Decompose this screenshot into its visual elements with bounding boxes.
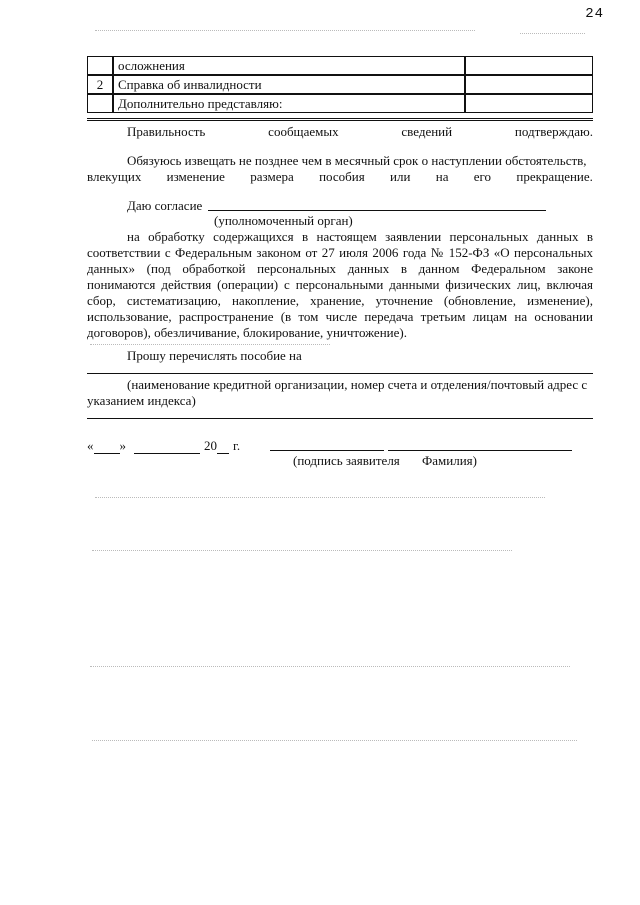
- payment-line[interactable]: [87, 373, 593, 374]
- row-label: Дополнительно представляю:: [113, 94, 465, 113]
- documents-table: [87, 56, 593, 113]
- year-blank[interactable]: [217, 440, 229, 454]
- scan-noise: [90, 344, 330, 346]
- table-row: [87, 75, 593, 94]
- obligation-word: его: [473, 169, 492, 184]
- table-row: [87, 94, 593, 113]
- obligation-word: влекущих: [87, 169, 142, 184]
- confirm-word: сведений: [401, 124, 453, 139]
- obligation-word: пособия: [319, 169, 365, 184]
- page-number: 24: [585, 6, 604, 22]
- payment-label: Прошу перечислять пособие на: [127, 348, 302, 363]
- consent-text: на обработку содержащихся в настоящем заявлении персональных данных в соответствии с Федеральным законом от 27 июля 2006 года № 152-ФЗ «О персональных данных» (под обработкой персональных данных в данном Федеральном законе понимаются действия (операции) с персональными данными физических лиц, включая сбор, систематизацию, накопление, хранение, уточнение (обновление, изменение), использование, распространение (в том числе передача третьим лицам на основании договоров), обезличивание, блокирование, уничтожение).: [87, 229, 593, 340]
- obligation-line-1: Обязуюсь извещать не позднее чем в месячный срок о наступлении обстоятельств,: [127, 153, 587, 168]
- month-blank[interactable]: [134, 440, 200, 454]
- year-suffix: г.: [233, 438, 241, 453]
- obligation-word: размера: [250, 169, 294, 184]
- row-label: Справка об инвалидности: [113, 75, 465, 94]
- consent-caption: (уполномоченный орган): [214, 213, 353, 228]
- date-quote-open: «: [87, 438, 94, 453]
- scan-noise: [92, 550, 512, 552]
- date-field: [87, 438, 240, 454]
- scan-noise: [95, 497, 545, 499]
- year-prefix: 20: [204, 438, 217, 453]
- row-blank-cell: [465, 94, 593, 113]
- obligation-word: изменение: [166, 169, 225, 184]
- consent-label: Даю согласие: [127, 198, 203, 213]
- confirm-word: сообщаемых: [268, 124, 339, 139]
- payment-line-2[interactable]: [87, 418, 593, 419]
- row-number: [87, 56, 113, 75]
- scan-noise: [520, 33, 585, 35]
- row-number: [87, 94, 113, 113]
- scan-noise: [90, 666, 570, 668]
- confirm-word: подтверждаю.: [514, 124, 593, 139]
- confirmation-line: [127, 124, 593, 140]
- scan-noise: [92, 740, 577, 742]
- surname-caption: Фамилия): [422, 453, 477, 468]
- consent-authority-line[interactable]: [208, 210, 546, 211]
- signature-caption: (подпись заявителя: [293, 453, 400, 468]
- row-blank-cell: [465, 75, 593, 94]
- table-row: [87, 56, 593, 75]
- payment-caption: (наименование кредитной организации, номер счета и отделения/почтовый адрес с указанием индекса): [87, 377, 588, 408]
- row-blank-cell: [465, 56, 593, 75]
- surname-line[interactable]: [388, 450, 572, 451]
- date-quote-close: »: [119, 438, 126, 453]
- confirm-word: Правильность: [127, 124, 206, 139]
- scan-noise: [95, 30, 475, 32]
- signature-line[interactable]: [270, 450, 384, 451]
- obligation-word: или: [390, 169, 411, 184]
- row-label: осложнения: [113, 56, 465, 75]
- obligation-word: на: [435, 169, 449, 184]
- day-blank[interactable]: [94, 440, 120, 454]
- row-number: 2: [87, 75, 113, 94]
- table-bottom-rule: [87, 118, 593, 121]
- obligation-line-2: [87, 169, 593, 185]
- obligation-word: прекращение.: [516, 169, 593, 184]
